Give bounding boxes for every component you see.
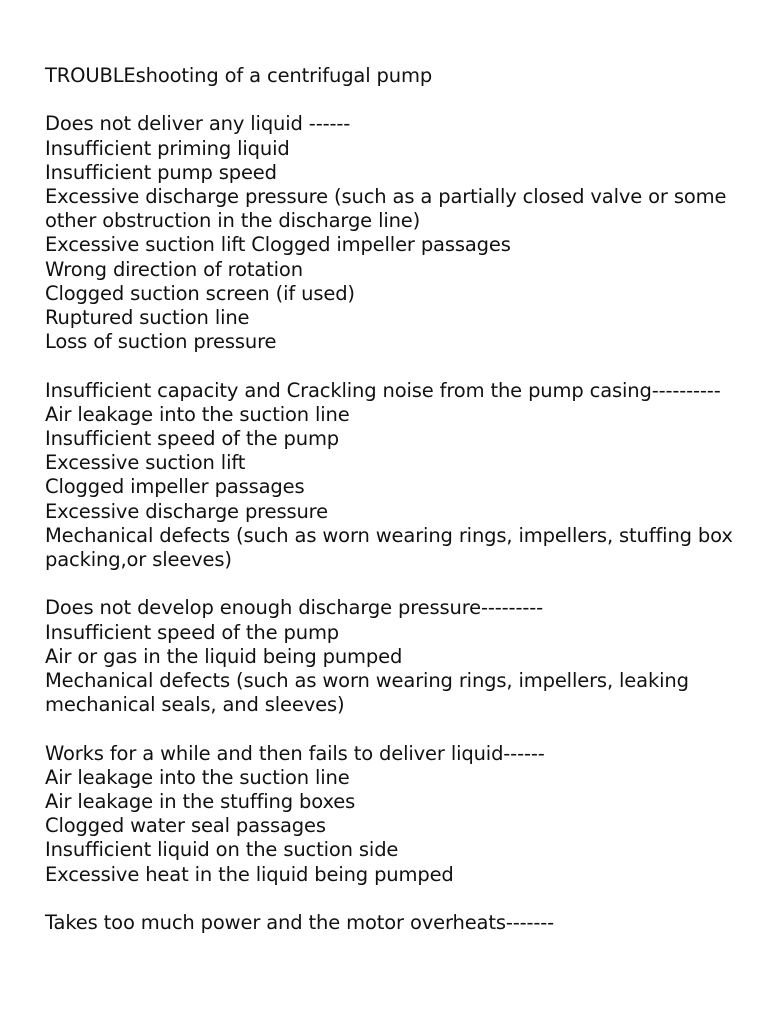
list-item: Clogged impeller passages (45, 475, 305, 499)
list-item: Insufficient pump speed (45, 160, 277, 184)
list-item: Loss of suction pressure (45, 330, 277, 354)
list-item: Excessive suction lift (45, 451, 246, 475)
list-item: Ruptured suction line (45, 306, 250, 330)
list-item: Air leakage into the suction line (45, 765, 350, 789)
list-item: Mechanical defects (such as worn wearing rings, impellers, stuffing box packing,or sleeves) (45, 523, 739, 572)
list-item: Clogged suction screen (if used) (45, 281, 355, 305)
section-motor-overheats (45, 911, 735, 935)
section-heading: Insufficient capacity and Crackling noise from the pump casing---------- (45, 378, 721, 402)
list-item: Excessive discharge pressure (such as a partially closed valve or some other obstruction in the discharge line) (45, 185, 733, 233)
section-heading: Works for a while and then fails to deliver liquid------ (45, 741, 545, 765)
list-item: Air leakage in the stuffing boxes (45, 790, 356, 814)
list-item: Wrong direction of rotation (45, 257, 303, 281)
list-item: Air or gas in the liquid being pumped (45, 644, 403, 668)
list-item: Excessive discharge pressure (45, 499, 328, 523)
list-item: Insufficient speed of the pump (45, 620, 340, 644)
document-body (45, 64, 739, 935)
list-item: Air leakage into the suction line (45, 402, 350, 426)
list-item: Mechanical defects (such as worn wearing rings, impellers, leaking mechanical seals, and sleeves) (45, 669, 695, 717)
section-heading: Takes too much power and the motor overheats------- (45, 911, 555, 935)
section-low-discharge-pressure (45, 596, 735, 717)
section-heading: Does not deliver any liquid ------ (45, 112, 351, 136)
list-item: Excessive heat in the liquid being pumped (45, 862, 454, 886)
section-works-then-fails (45, 742, 735, 887)
list-item: Clogged water seal passages (45, 814, 326, 838)
document-title: TROUBLEshooting of a centrifugal pump (45, 64, 433, 87)
list-item: Insufficient liquid on the suction side (45, 838, 399, 862)
list-item: Insufficient speed of the pump (45, 427, 340, 451)
list-item: Insufficient priming liquid (45, 136, 290, 160)
section-insufficient-capacity (45, 378, 739, 573)
section-no-liquid-delivered (45, 112, 735, 354)
list-item: Excessive suction lift Clogged impeller passages (45, 233, 511, 257)
section-heading: Does not develop enough discharge pressure--------- (45, 596, 543, 620)
